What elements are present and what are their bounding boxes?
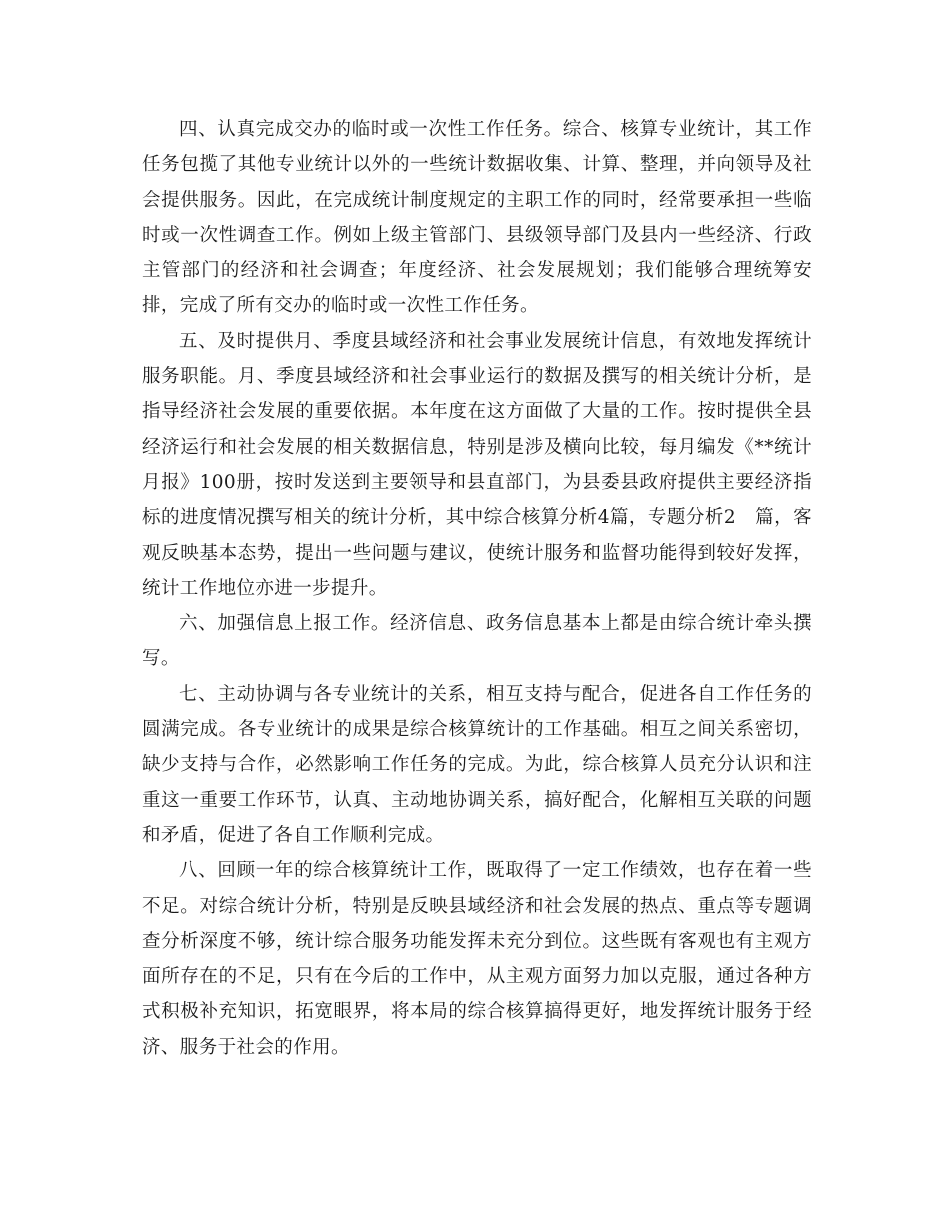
paragraph-5: 五、及时提供月、季度县域经济和社会事业发展统计信息，有效地发挥统计服务职能。月、季度县域经济和社会事业运行的数据及撰写的相关统计分析，是指导经济社会发展的重要依据。本年度在这方面做了大量的工作。按时提供全县经济运行和社会发展的相关数据信息，特别是涉及横向比较，每月编发《**统计月报》100册，按时发送到主要领导和县直部门，为县委县政府提供主要经济指标的进度情况撰写相关的统计分析，其中综合核算分析4篇，专题分析2 篇，客观反映基本态势，提出一些问题与建议，使统计服务和监督功能得到较好发挥，统计工作地位亦进一步提升。 — [142, 330, 812, 599]
paragraph-7: 七、主动协调与各专业统计的关系，相互支持与配合，促进各自工作任务的圆满完成。各专业统计的成果是综合核算统计的工作基础。相互之间关系密切，缺少支持与合作，必然影响工作任务的完成。为此，综合核算人员充分认识和注重这一重要工作环节，认真、主动地协调关系，搞好配合，化解相互关联的问题和矛盾，促进了各自工作顺利完成。 — [142, 683, 812, 846]
document-body — [142, 112, 812, 1065]
paragraph-6: 六、加强信息上报工作。经济信息、政务信息基本上都是由综合统计牵头撰写。 — [142, 613, 812, 670]
paragraph-8: 八、回顾一年的综合核算统计工作，既取得了一定工作绩效，也存在着一些不足。对综合统计分析，特别是反映县域经济和社会发展的热点、重点等专题调查分析深度不够，统计综合服务功能发挥未充分到位。这些既有客观也有主观方面所存在的不足，只有在今后的工作中，从主观方面努力加以克服，通过各种方式积极补充知识，拓宽眼界，将本局的综合核算搞得更好，地发挥统计服务于经济、服务于社会的作用。 — [142, 860, 812, 1058]
paragraph-4: 四、认真完成交办的临时或一次性工作任务。综合、核算专业统计，其工作任务包揽了其他专业统计以外的一些统计数据收集、计算、整理，并向领导及社会提供服务。因此，在完成统计制度规定的主职工作的同时，经常要承担一些临时或一次性调查工作。例如上级主管部门、县级领导部门及县内一些经济、行政主管部门的经济和社会调查；年度经济、社会发展规划；我们能够合理统筹安排，完成了所有交办的临时或一次性工作任务。 — [142, 119, 812, 317]
